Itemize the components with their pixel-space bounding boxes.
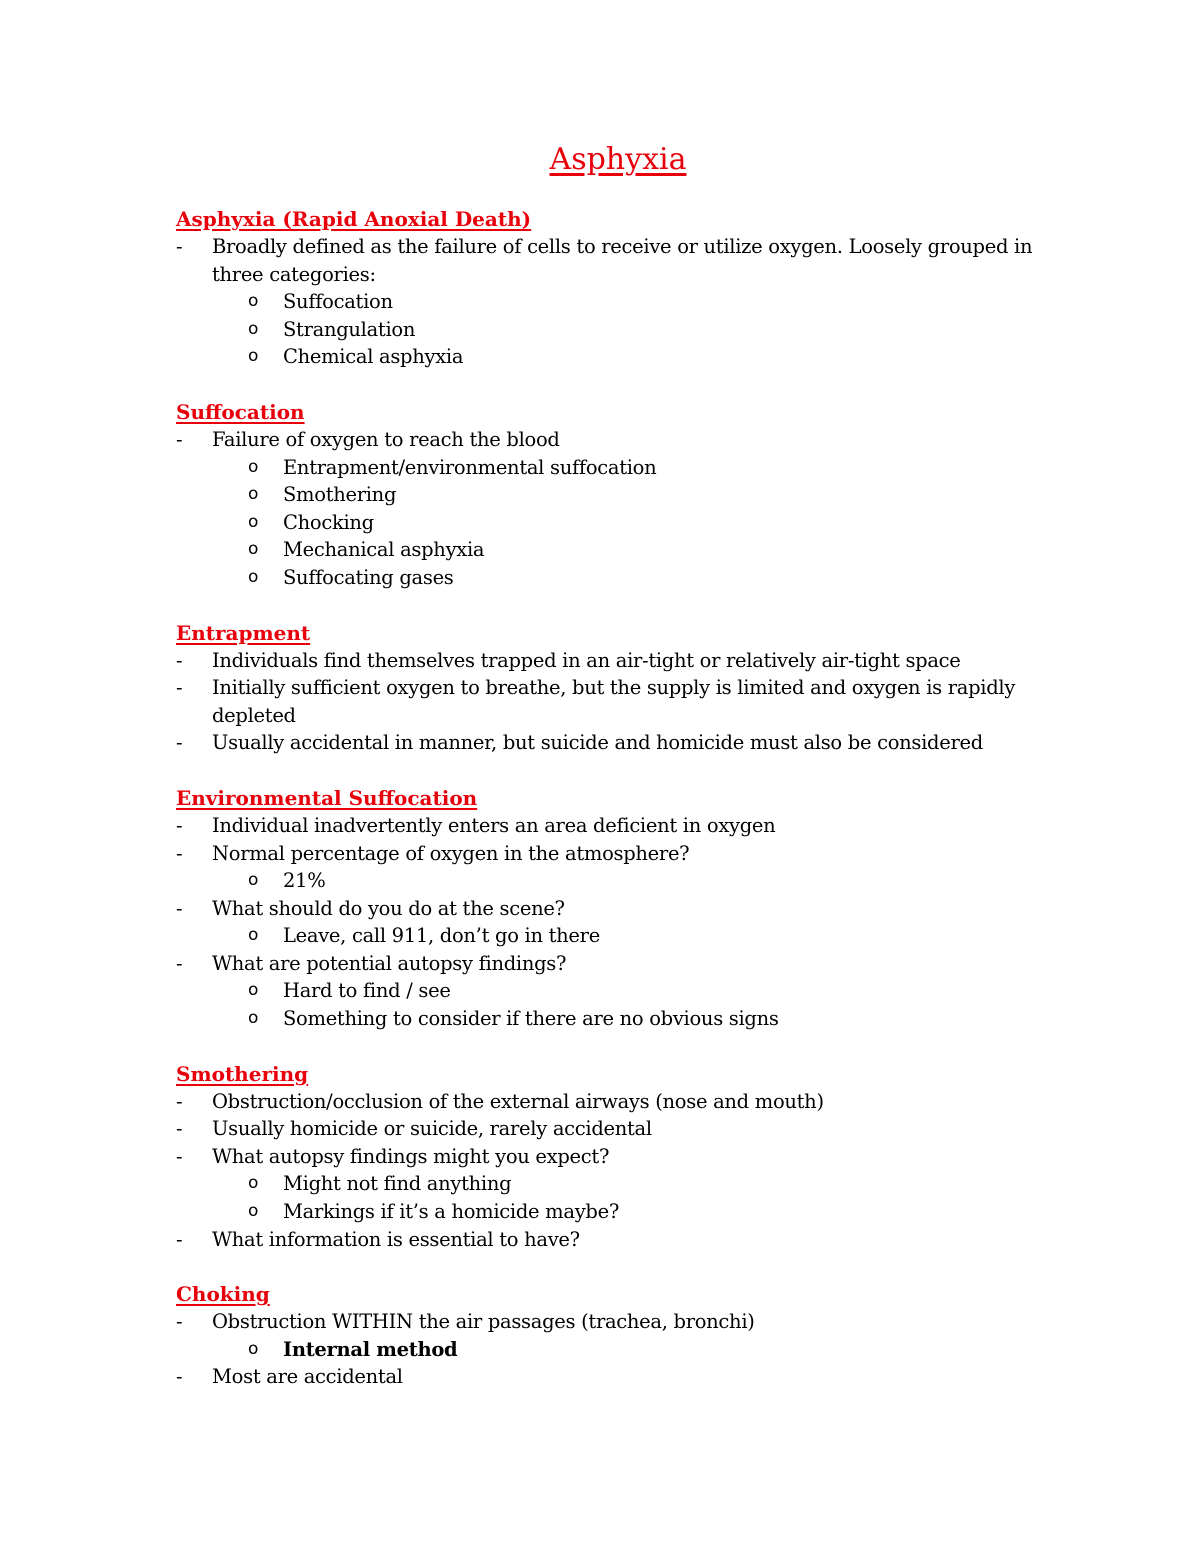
bullet-text: Normal percentage of oxygen in the atmosphere? xyxy=(212,841,690,865)
sub-bullet-item xyxy=(176,1005,1076,1033)
dash-bullet-icon: - xyxy=(176,951,183,975)
bullet-text: Usually homicide or suicide, rarely accidental xyxy=(212,1117,652,1141)
bullet-text: Most are accidental xyxy=(212,1365,403,1389)
bullet-item xyxy=(176,1308,1076,1336)
circle-bullet-icon: o xyxy=(248,484,259,505)
document-body xyxy=(176,205,1076,1418)
sub-bullet-item xyxy=(176,481,1076,509)
circle-bullet-icon: o xyxy=(248,318,259,339)
dash-bullet-icon: - xyxy=(176,1144,183,1168)
bullet-text: Might not find anything xyxy=(283,1172,512,1196)
circle-bullet-icon: o xyxy=(248,1338,259,1359)
sub-bullet-item xyxy=(176,1170,1076,1198)
section xyxy=(176,619,1076,757)
dash-bullet-icon: - xyxy=(176,1117,183,1141)
bullet-text: Chocking xyxy=(283,510,374,534)
bullet-item xyxy=(176,950,1076,978)
dash-bullet-icon: - xyxy=(176,731,183,755)
bullet-text: Entrapment/environmental suffocation xyxy=(283,455,657,479)
circle-bullet-icon: o xyxy=(248,291,259,312)
bullet-item xyxy=(176,812,1076,840)
bullet-text: What autopsy findings might you expect? xyxy=(212,1144,610,1168)
dash-bullet-icon: - xyxy=(176,648,183,672)
bullet-item xyxy=(176,674,1076,729)
circle-bullet-icon: o xyxy=(248,539,259,560)
bullet-item xyxy=(176,1226,1076,1254)
circle-bullet-icon: o xyxy=(248,1173,259,1194)
bullet-item xyxy=(176,1143,1076,1171)
section-heading: Environmental Suffocation xyxy=(176,785,478,810)
dash-bullet-icon: - xyxy=(176,841,183,865)
section-heading: Choking xyxy=(176,1282,270,1307)
bullet-item xyxy=(176,895,1076,923)
dash-bullet-icon: - xyxy=(176,813,183,837)
dash-bullet-icon: - xyxy=(176,1227,183,1251)
bullet-text: Something to consider if there are no obvious signs xyxy=(283,1007,779,1031)
section-heading: Smothering xyxy=(176,1061,309,1086)
section xyxy=(176,205,1076,371)
bullet-item xyxy=(176,426,1076,454)
bullet-item xyxy=(176,729,1076,757)
section-heading: Asphyxia (Rapid Anoxial Death) xyxy=(176,207,532,231)
bullet-text: Failure of oxygen to reach the blood xyxy=(212,427,560,451)
bullet-text: What should do you do at the scene? xyxy=(212,896,565,920)
dash-bullet-icon: - xyxy=(176,235,183,258)
dash-bullet-icon: - xyxy=(176,1310,183,1334)
sub-bullet-item xyxy=(176,564,1076,592)
bullet-text: Suffocating gases xyxy=(283,565,454,589)
bullet-item xyxy=(176,840,1076,868)
circle-bullet-icon: o xyxy=(248,1201,259,1222)
bullet-text: Strangulation xyxy=(283,317,416,341)
bullet-text: Internal method xyxy=(283,1337,458,1361)
bullet-text: Individuals find themselves trapped in an air-tight or relatively air-tight space xyxy=(212,648,961,672)
sub-bullet-item xyxy=(176,922,1076,950)
section-heading: Entrapment xyxy=(176,620,311,645)
bullet-text: Suffocation xyxy=(283,290,393,314)
dash-bullet-icon: - xyxy=(176,676,183,700)
bullet-item xyxy=(176,1088,1076,1116)
sub-bullet-item xyxy=(176,316,1076,344)
bullet-text: What are potential autopsy findings? xyxy=(212,951,567,975)
circle-bullet-icon: o xyxy=(248,456,259,477)
dash-bullet-icon: - xyxy=(176,427,183,451)
bullet-text: Individual inadvertently enters an area deficient in oxygen xyxy=(212,813,776,837)
bullet-text: Chemical asphyxia xyxy=(283,345,464,369)
dash-bullet-icon: - xyxy=(176,1089,183,1113)
dash-bullet-icon: - xyxy=(176,896,183,920)
circle-bullet-icon: o xyxy=(248,1008,259,1029)
section xyxy=(176,398,1076,592)
section-heading: Suffocation xyxy=(176,399,305,424)
section xyxy=(176,784,1076,1033)
bullet-text: Hard to find / see xyxy=(283,979,451,1003)
bullet-text: Leave, call 911, don’t go in there xyxy=(283,924,600,948)
bullet-text: Markings if it’s a homicide maybe? xyxy=(283,1200,619,1224)
sub-bullet-item xyxy=(176,536,1076,564)
circle-bullet-icon: o xyxy=(248,511,259,532)
bullet-text: Initially sufficient oxygen to breathe, but the supply is limited and oxygen is rapidly depleted xyxy=(212,676,1016,727)
circle-bullet-icon: o xyxy=(248,870,259,891)
bullet-text: Smothering xyxy=(283,483,397,507)
dash-bullet-icon: - xyxy=(176,1365,183,1389)
document-title: Asphyxia xyxy=(549,142,687,177)
circle-bullet-icon: o xyxy=(248,566,259,587)
bullet-item xyxy=(176,1363,1076,1391)
section xyxy=(176,1060,1076,1254)
bullet-text: What information is essential to have? xyxy=(212,1227,580,1251)
sub-bullet-item xyxy=(176,288,1076,316)
bullet-text: Obstruction WITHIN the air passages (trachea, bronchi) xyxy=(212,1310,755,1334)
sub-bullet-item xyxy=(176,977,1076,1005)
sub-bullet-item xyxy=(176,867,1076,895)
bullet-text: Mechanical asphyxia xyxy=(283,538,485,562)
bullet-item xyxy=(176,647,1076,675)
bullet-text: Usually accidental in manner, but suicide and homicide must also be considered xyxy=(212,731,983,755)
bullet-item xyxy=(176,1115,1076,1143)
sub-bullet-item xyxy=(176,509,1076,537)
bullet-text: Obstruction/occlusion of the external airways (nose and mouth) xyxy=(212,1089,824,1113)
circle-bullet-icon: o xyxy=(248,980,259,1001)
sub-bullet-item xyxy=(176,1198,1076,1226)
bullet-text: 21% xyxy=(283,869,326,893)
bullet-text: Broadly defined as the failure of cells to receive or utilize oxygen. Loosely grouped in three categories: xyxy=(212,235,1033,286)
bullet-item xyxy=(176,233,1076,288)
circle-bullet-icon: o xyxy=(248,346,259,367)
sub-bullet-item xyxy=(176,343,1076,371)
sub-bullet-item xyxy=(176,454,1076,482)
sub-bullet-item xyxy=(176,1336,1076,1364)
section xyxy=(176,1280,1076,1391)
circle-bullet-icon: o xyxy=(248,925,259,946)
